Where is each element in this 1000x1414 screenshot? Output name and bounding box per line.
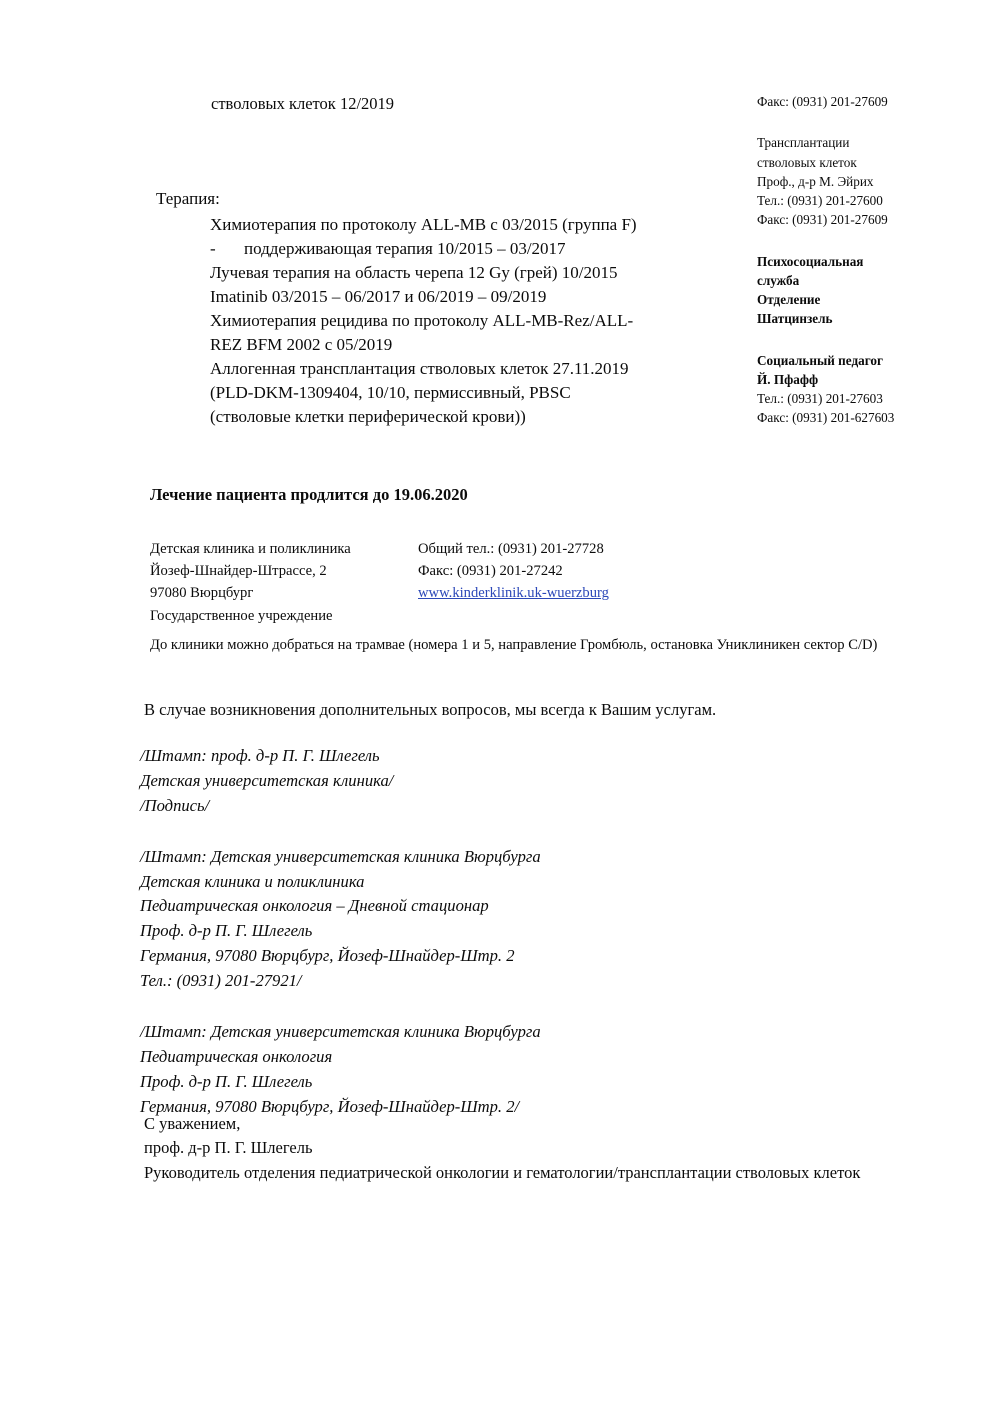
stamp-section [140, 744, 900, 1146]
stamp-block-daycare [140, 845, 900, 994]
therapy-maintenance-text: поддерживающая терапия 10/2015 – 03/2017 [244, 239, 566, 259]
stamp2-line-2: Детская клиника и поликлиника [140, 871, 365, 891]
transplant-dept-line-1: Трансплантации [757, 135, 850, 151]
stamp2-line-3: Педиатрическая онкология – Дневной стационар [140, 896, 489, 916]
sidebar-fax-top: Факс: (0931) 201-27609 [757, 94, 888, 109]
social-pedagogue-title: Социальный педагог [757, 352, 883, 368]
therapy-section [156, 188, 776, 429]
therapy-line-chemotherapy: Химиотерапия по протоколу ALL-MB с 03/2015 (группа F) [210, 215, 637, 235]
stamp-block-oncology [140, 1020, 900, 1120]
treatment-until-line: Лечение пациента продлится до 19.06.2020 [150, 485, 468, 504]
stamp2-line-6: Тел.: (0931) 201-27921/ [140, 971, 302, 991]
psychosocial-line-1: Психосоциальная [757, 253, 864, 269]
psychosocial-line-3: Отделение [757, 292, 821, 308]
psychosocial-line-4: Шатцинзель [757, 311, 833, 327]
further-questions-note: В случае возникновения дополнительных вопросов, мы всегда к Вашим услугам. [144, 700, 717, 719]
therapy-line-maintenance [210, 237, 776, 261]
clinic-street: Йозеф-Шнайдер-Штрассе, 2 [150, 563, 327, 580]
clinic-fax: Факс: (0931) 201-27242 [418, 563, 563, 580]
transplant-dept-phone: Тел.: (0931) 201-27600 [757, 193, 883, 209]
clinic-name: Детская клиника и поликлиника [150, 541, 351, 557]
sidebar-social-pedagogue [757, 351, 972, 428]
sidebar-fax-block [757, 92, 972, 111]
therapy-item-list [210, 213, 776, 429]
stamp-block-signature [140, 744, 900, 819]
therapy-line-relapse-chemo-2: REZ BFM 2002 с 05/2019 [210, 334, 393, 354]
therapy-line-transplant-1: Аллогенная трансплантация стволовых клеток 27.11.2019 [210, 358, 629, 378]
transplant-dept-fax: Факс: (0931) 201-27609 [757, 212, 888, 228]
social-pedagogue-name: Й. Пфафф [757, 371, 819, 387]
therapy-label: Терапия: [156, 189, 220, 208]
stamp2-line-4: Проф. д-р П. Г. Шлегель [140, 921, 313, 941]
stamp3-line-3: Проф. д-р П. Г. Шлегель [140, 1071, 313, 1091]
clinic-website-link[interactable]: www.kinderklinik.uk-wuerzburg [418, 585, 609, 602]
clinic-address-column [150, 538, 418, 627]
stamp1-line-2: Детская университетская клиника/ [140, 770, 394, 790]
stamp3-line-1: /Штамп: Детская университетская клиника Вюрцбурга [140, 1022, 541, 1042]
closing-salutation: С уважением, [144, 1114, 241, 1133]
tram-directions-note: До клиники можно добраться на трамвае (номера 1 и 5, направление Громбюль, остановка Униклиникен сектор C/D) [150, 637, 878, 653]
therapy-line-radiotherapy: Лучевая терапия на область черепа 12 Gy (грей) 10/2015 [210, 263, 618, 283]
closing-name: проф. д-р П. Г. Шлегель [144, 1138, 313, 1158]
contact-sidebar [757, 92, 972, 428]
stamp1-signature-marker: /Подпись/ [140, 795, 210, 815]
therapy-bullet-dash: - [210, 239, 216, 259]
transplant-dept-line-2: стволовых клеток [757, 154, 857, 170]
therapy-line-imatinib: Imatinib 03/2015 – 06/2017 и 06/2019 – 09/2019 [210, 287, 547, 306]
clinic-contact-column [418, 538, 708, 627]
psychosocial-line-2: служба [757, 272, 800, 288]
clinic-city: 97080 Вюрцбург [150, 585, 254, 602]
transplant-dept-doctor: Проф., д-р М. Эйрих [757, 173, 874, 189]
therapy-line-transplant-2: (PLD-DKM-1309404, 10/10, пермиссивный, PBSC [210, 382, 571, 402]
stamp1-line-1: /Штамп: проф. д-р П. Г. Шлегель [140, 746, 380, 765]
sidebar-psychosocial-service [757, 252, 972, 329]
sidebar-transplant-department [757, 133, 972, 229]
closing-signature-block [144, 1112, 934, 1185]
stamp2-line-1: /Штамп: Детская университетская клиника Вюрцбурга [140, 846, 541, 866]
stamp3-line-4: Германия, 97080 Вюрцбург, Йозеф-Шнайдер-Штр. 2/ [140, 1096, 520, 1116]
stamp2-line-5: Германия, 97080 Вюрцбург, Йозеф-Шнайдер-Штр. 2 [140, 946, 515, 966]
clinic-address-block [150, 538, 710, 627]
therapy-line-relapse-chemo-1: Химиотерапия рецидива по протоколу ALL-MB-Rez/ALL- [210, 310, 634, 330]
social-pedagogue-phone: Тел.: (0931) 201-27603 [757, 391, 883, 407]
clinic-phone: Общий тел.: (0931) 201-27728 [418, 541, 604, 557]
closing-title: Руководитель отделения педиатрической онкологии и гематологии/трансплантации стволовых клеток [144, 1162, 861, 1182]
stamp3-line-2: Педиатрическая онкология [140, 1046, 333, 1066]
continuation-header: стволовых клеток 12/2019 [211, 94, 395, 113]
clinic-institution-type: Государственное учреждение [150, 607, 333, 624]
social-pedagogue-fax: Факс: (0931) 201-627603 [757, 410, 895, 426]
therapy-line-transplant-3: (стволовые клетки периферической крови)) [210, 406, 526, 426]
